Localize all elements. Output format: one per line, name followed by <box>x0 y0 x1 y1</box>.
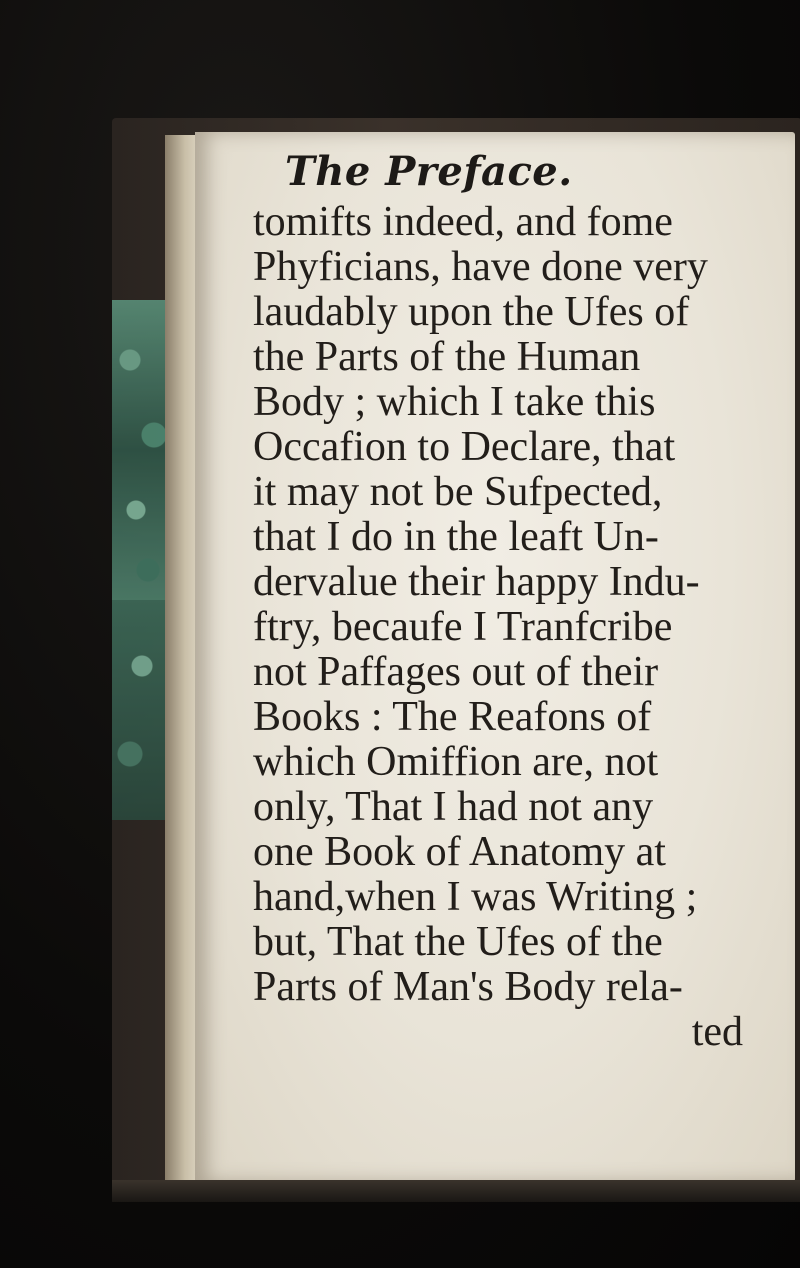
marbled-endpaper <box>112 300 172 600</box>
text-line: that I do in the leaft Un- <box>253 514 659 560</box>
marbled-endpaper-lower <box>112 600 172 820</box>
text-line: ftry, becaufe I Tranfcribe <box>253 604 673 650</box>
text-line: dervalue their happy Indu- <box>253 559 700 605</box>
text-line: one Book of Anatomy at <box>253 829 666 875</box>
text-line: but, That the Ufes of the <box>253 919 663 965</box>
text-line: Parts of Man's Body rela- <box>253 964 683 1010</box>
text-line: Books : The Reafons of <box>253 694 652 740</box>
text-line: laudably upon the Ufes of <box>253 289 690 335</box>
text-line: not Paffages out of their <box>253 649 659 695</box>
catchword: ted <box>691 1009 743 1055</box>
text-line: Occafion to Declare, that <box>253 424 676 470</box>
text-line: tomifts indeed, and fome <box>253 199 673 245</box>
running-head: The Preface. <box>285 148 573 195</box>
book-bottom-edge <box>112 1180 800 1202</box>
text-line: only, That I had not any <box>253 784 654 830</box>
text-line: Phyficians, have done very <box>253 244 708 290</box>
text-line: which Omiffion are, not <box>253 739 659 785</box>
page-text <box>253 200 773 1055</box>
text-line: Body ; which I take this <box>253 379 656 425</box>
text-line: it may not be Sufpected, <box>253 469 663 515</box>
text-line: the Parts of the Human <box>253 334 641 380</box>
text-line: hand,when I was Writing ; <box>253 874 698 920</box>
